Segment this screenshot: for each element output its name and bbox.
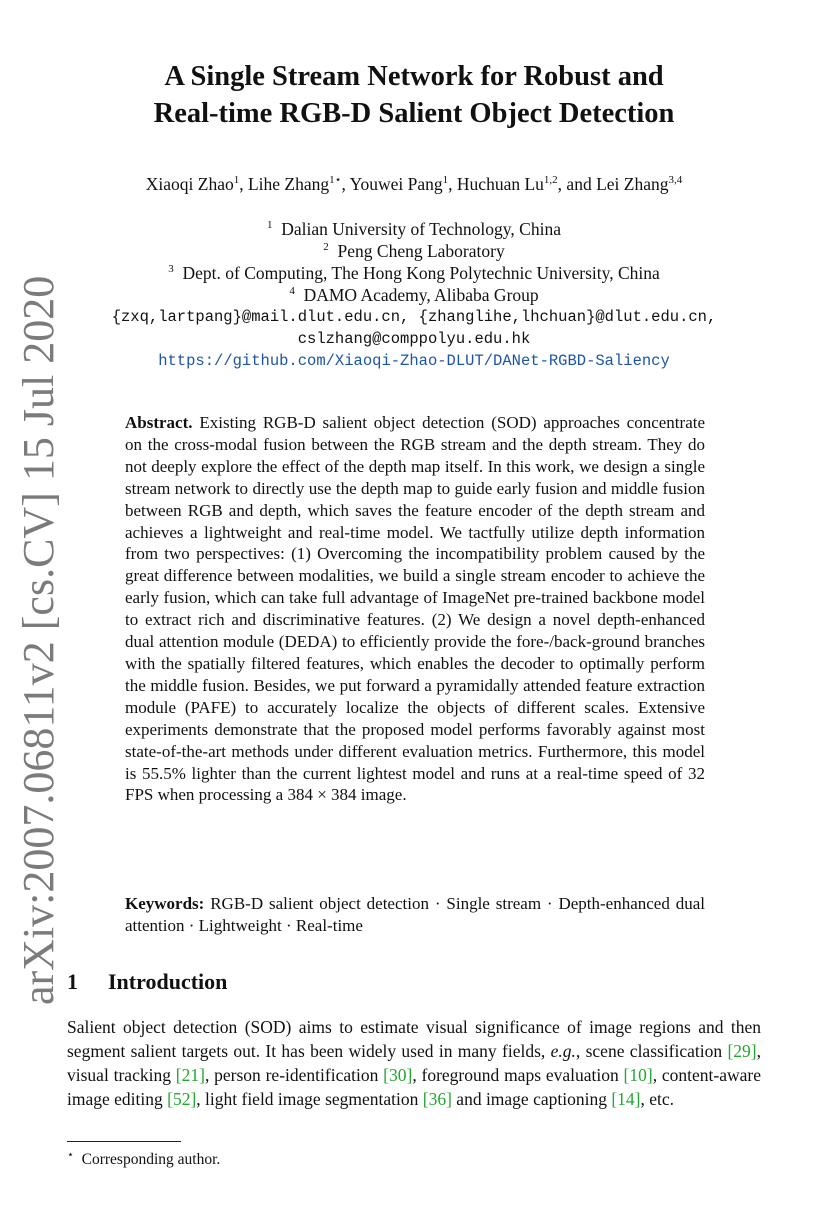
intro-text: Salient object detection (SOD) aims to estimate visual significance of image regions and then segment salient targets out. It has been widely used in many fields, (67, 1017, 761, 1061)
author-name: Youwei Pang (349, 174, 443, 194)
intro-text: , content-aware image editing (67, 1065, 762, 1109)
intro-text: , person re-identification (204, 1065, 384, 1085)
author-affiliation-mark: 1 (442, 174, 449, 186)
title-line-1: A Single Stream Network for Robust and (164, 61, 664, 92)
affiliation-line (40, 284, 788, 306)
author-affiliation-mark: 3,4 (668, 174, 683, 186)
affiliation-text: Dalian University of Technology, China (281, 219, 561, 239)
citation-link[interactable]: [29] (727, 1041, 757, 1061)
repository-link[interactable]: https://github.com/Xiaoqi-Zhao-DLUT/DANet-RGBD-Saliency (158, 352, 670, 370)
intro-text: , scene classification (575, 1041, 728, 1061)
citation-link[interactable]: [10] (623, 1065, 653, 1085)
keywords (125, 893, 705, 937)
author-name: Xiaoqi Zhao (145, 174, 234, 194)
introduction-paragraph (67, 1015, 761, 1111)
affiliations-block (40, 218, 788, 372)
intro-text: , visual tracking (67, 1041, 761, 1085)
footnote-mark: ⋆ (67, 1149, 74, 1161)
keywords-label: Keywords: (125, 894, 205, 913)
arxiv-sidebar-identifier: arXiv:2007.06811v2 [cs.CV] 15 Jul 2020 (14, 275, 63, 1005)
author-name: Huchuan Lu (456, 174, 544, 194)
author-conjunction: , and (557, 174, 592, 194)
intro-text: and image captioning (451, 1089, 612, 1109)
paper-title (60, 58, 768, 132)
affiliation-mark: 1 (267, 219, 273, 231)
citation-link[interactable]: [36] (422, 1089, 452, 1109)
section-title: Introduction (108, 969, 228, 994)
abstract-text: Existing RGB-D salient object detection (SOD) approaches concentrate on the cross-modal fusion between the RGB stream and the depth stream. They do not deeply explore the effect of the depth map itself. In this work, we design a single stream network to directly use the depth map to guide early fusion and middle fusion between RGB and depth, which saves the feature encoder of the depth stream and achieves a lightweight and real-time model. We tactfully utilize depth information from two perspectives: (1) Overcoming the incompatibility problem caused by the great difference between modalities, we build a single stream encoder to achieve the early fusion, which can take full advantage of ImageNet pre-trained backbone model to extract rich and discriminative features. (2) We design a novel depth-enhanced dual attention module (DEDA) to efficiently provide the fore-/back-ground branches with the spatially filtered features, which enables the decoder to optimally perform the middle fusion. Besides, we put forward a pyramidally attended feature extraction module (PAFE) to accurately localize the objects of different scales. Extensive experiments demonstrate that the proposed model performs favorably against most state-of-the-art methods under different evaluation metrics. Furthermore, this model is 55.5% lighter than the current lightest model and runs at a real-time speed of 32 FPS when processing a 384 × 384 image. (125, 413, 706, 805)
intro-text-italic: e.g. (550, 1041, 576, 1061)
email-line-1: {zxq,lartpang}@mail.dlut.edu.cn, {zhanglihe,lhchuan}@dlut.edu.cn, (111, 308, 717, 326)
email-line-2: cslzhang@comppolyu.edu.hk (297, 330, 531, 348)
affiliation-mark: 2 (323, 241, 329, 253)
citation-link[interactable]: [30] (383, 1065, 413, 1085)
affiliation-text: DAMO Academy, Alibaba Group (303, 285, 539, 305)
affiliation-line (40, 218, 788, 240)
footnote-text: Corresponding author. (81, 1151, 221, 1169)
section-heading-introduction (67, 969, 227, 995)
author-name: Lihe Zhang (247, 174, 330, 194)
author-affiliation-mark: 1,2 (543, 174, 558, 186)
author-affiliation-mark: 1 (233, 174, 240, 186)
author-affiliation-mark: 1⋆ (329, 174, 342, 186)
author-name: Lei Zhang (596, 174, 669, 194)
affiliation-mark: 3 (168, 263, 174, 275)
intro-text: , etc. (640, 1089, 675, 1109)
affiliation-mark: 4 (289, 285, 295, 297)
section-number: 1 (67, 969, 78, 994)
citation-link[interactable]: [52] (167, 1089, 197, 1109)
affiliation-line (40, 240, 788, 262)
affiliation-line (40, 262, 788, 284)
keywords-text: RGB-D salient object detection · Single stream · Depth-enhanced dual attention · Lightweight · Real-time (125, 894, 706, 935)
title-line-2: Real-time RGB-D Salient Object Detection (153, 98, 675, 129)
footnote (67, 1148, 220, 1169)
intro-text: , light field image segmentation (196, 1089, 423, 1109)
affiliation-text: Dept. of Computing, The Hong Kong Polytechnic University, China (182, 263, 660, 283)
citation-link[interactable]: [14] (611, 1089, 641, 1109)
affiliation-text: Peng Cheng Laboratory (337, 241, 505, 261)
abstract-label: Abstract. (125, 413, 193, 432)
footnote-divider (67, 1141, 181, 1142)
abstract (125, 412, 705, 806)
author-list: Xiaoqi Zhao$^1$, Lihe Zhang$^{1⋆}$, Youwei Pang$^1$, Huchuan Lu$^{1,2}$, and Lei Zhang$^{3,4}$ (145, 174, 683, 194)
intro-text: , foreground maps evaluation (412, 1065, 624, 1085)
citation-link[interactable]: [21] (175, 1065, 205, 1085)
